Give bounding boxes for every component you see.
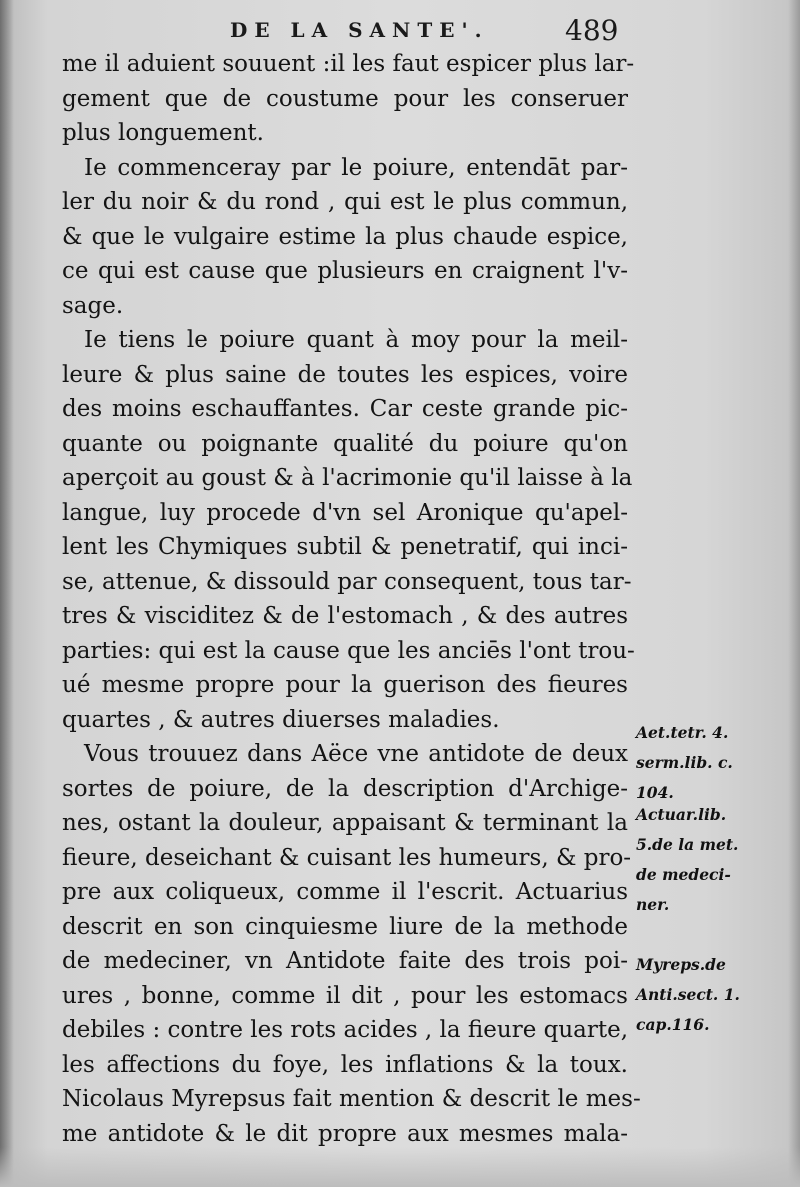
margin-note-line: Myreps.de — [636, 955, 726, 974]
text-line: plus longuement. — [62, 120, 264, 146]
text-line: me antidote & le dit propre aux mesmes mala- — [62, 1120, 628, 1147]
text-line: lent les Chymiques subtil & penetratif, qui inci- — [62, 534, 628, 560]
text-line: gement que de coustume pour les conseruer — [62, 85, 628, 112]
margin-note-line: 104. — [636, 783, 674, 802]
text-line: Vous trouuez dans Aëce vne antidote de deux — [84, 741, 628, 767]
text-line: ler du noir & du rond , qui est le plus commun, — [62, 189, 628, 215]
text-line: ué mesme propre pour la guerison des fieures — [62, 672, 628, 698]
margin-note-actuarius — [636, 800, 738, 920]
text-line: des moins eschauffantes. Car ceste grande pic- — [62, 396, 628, 422]
text-line: debiles : contre les rots acides , la fieure quarte, — [62, 1017, 629, 1043]
margin-note-line: cap.116. — [636, 1015, 710, 1034]
page-number: 489 — [565, 14, 619, 47]
text-line: nes, ostant la douleur, appaisant & terminant la — [62, 810, 628, 836]
page-edge — [788, 0, 800, 1187]
text-line: langue, luy procede d'vn sel Aronique qu'apel- — [62, 499, 628, 526]
text-line: les affections du foye, les inflations & la toux. — [62, 1051, 628, 1078]
text-line: ce qui est cause que plusieurs en craignent l'v- — [62, 258, 628, 284]
text-line: tres & visciditez & de l'estomach , & des autres — [62, 603, 628, 629]
margin-note-line: Actuar.lib. — [636, 805, 727, 824]
body-text — [62, 47, 641, 1151]
text-line: leure & plus saine de toutes les espices, voire — [62, 361, 628, 388]
text-line: pre aux coliqueux, comme il l'escrit. Actuarius — [62, 879, 628, 905]
text-line: & que le vulgaire estime la plus chaude espice, — [62, 223, 628, 250]
text-line: fieure, deseichant & cuisant les humeurs, & pro- — [62, 844, 632, 871]
running-head: DE LA SANTE'. — [230, 18, 489, 42]
margin-note-line: serm.lib. c. — [636, 753, 733, 772]
text-line: Ie tiens le poiure quant à moy pour la meil- — [84, 327, 628, 353]
text-line: de medeciner, vn Antidote faite des trois poi- — [62, 948, 628, 974]
margin-note-line: 5.de la met. — [636, 835, 739, 854]
margin-note-aetius — [636, 718, 733, 808]
text-line: descrit en son cinquiesme liure de la methode — [62, 913, 628, 940]
text-line: ures , bonne, comme il dit , pour les estomacs — [62, 982, 628, 1009]
page-bottom-edge — [0, 1147, 800, 1187]
text-line: aperçoit au goust & à l'acrimonie qu'il laisse à la — [62, 465, 633, 491]
text-line: Nicolaus Myrepsus fait mention & descrit le mes- — [62, 1086, 641, 1112]
text-line: se, attenue, & dissould par consequent, tous tar- — [62, 568, 632, 595]
margin-note-line: ner. — [636, 895, 670, 914]
text-line: sortes de poiure, de la description d'Archige- — [62, 775, 628, 802]
margin-note-myrepsus — [636, 950, 740, 1040]
margin-note-line: Anti.sect. 1. — [636, 985, 740, 1004]
text-line: sage. — [62, 292, 124, 319]
text-line: me il aduient souuent :il les faut espicer plus lar- — [62, 51, 635, 77]
binding-shadow — [0, 0, 14, 1187]
text-line: quartes , & autres diuerses maladies. — [62, 706, 500, 733]
margin-note-line: de medeci- — [636, 865, 731, 884]
text-line: Ie commenceray par le poiure, entendāt par- — [84, 154, 628, 181]
margin-note-line: Aet.tetr. 4. — [636, 723, 729, 742]
text-line: quante ou poignante qualité du poiure qu'on — [62, 430, 628, 457]
text-line: parties: qui est la cause que les anciēs l'ont trou- — [62, 637, 635, 664]
